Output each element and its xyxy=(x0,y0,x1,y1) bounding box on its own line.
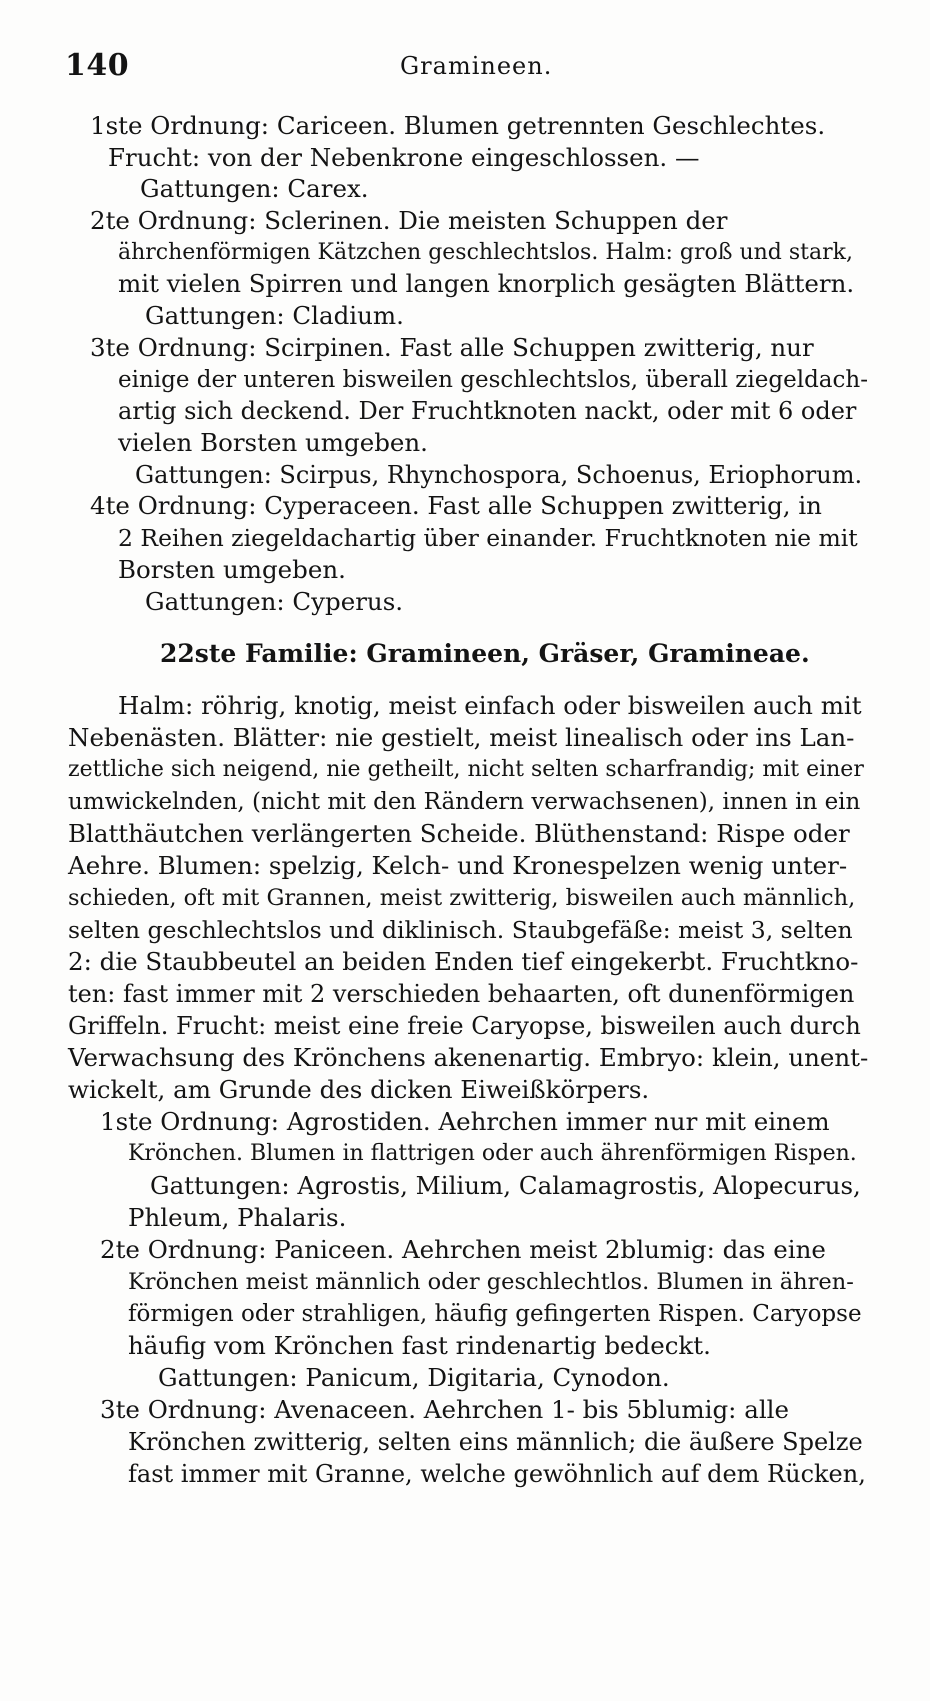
text-line: 2: die Staubbeutel an beiden Enden tief eingekerbt. Fruchtkno- xyxy=(68,947,859,976)
text-line: wickelt, am Grunde des dicken Eiweißkörpers. xyxy=(68,1075,650,1104)
text-line: 2 Reihen ziegeldachartig über einander. Fruchtknoten nie mit xyxy=(118,524,858,552)
text-line: Gattungen: Agrostis, Milium, Calamagrostis, Alopecurus, xyxy=(150,1171,861,1200)
text-line: förmigen oder strahligen, häufig gefingerten Rispen. Caryopse xyxy=(128,1301,862,1327)
text-line: 1ste Ordnung: Agrostiden. Aehrchen immer nur mit einem xyxy=(100,1107,830,1136)
text-line: artig sich deckend. Der Fruchtknoten nackt, oder mit 6 oder xyxy=(118,397,857,425)
text-line: Verwachsung des Krönchens akenenartig. Embryo: klein, unent- xyxy=(68,1043,869,1072)
text-line: fast immer mit Granne, welche gewöhnlich auf dem Rücken, xyxy=(128,1460,866,1488)
text-line: Krönchen meist männlich oder geschlechtlos. Blumen in ähren- xyxy=(128,1269,854,1295)
text-line: Borsten umgeben. xyxy=(118,555,346,584)
text-line: Gattungen: Cyperus. xyxy=(145,587,404,616)
text-line: Phleum, Phalaris. xyxy=(128,1203,347,1232)
text-line: häufig vom Krönchen fast rindenartig bedeckt. xyxy=(128,1331,711,1360)
text-line: 2te Ordnung: Sclerinen. Die meisten Schuppen der xyxy=(90,206,728,235)
text-line: Krönchen. Blumen in flattrigen oder auch ährenförmigen Rispen. xyxy=(128,1141,857,1166)
text-line: 3te Ordnung: Avenaceen. Aehrchen 1- bis 5blumig: alle xyxy=(100,1395,790,1424)
text-line: Griffeln. Frucht: meist eine freie Caryopse, bisweilen auch durch xyxy=(68,1012,861,1040)
text-line: selten geschlechtslos und diklinisch. Staubgefäße: meist 3, selten xyxy=(68,916,853,944)
page-number: 140 xyxy=(65,48,130,83)
family-heading: 22ste Familie: Gramineen, Gräser, Gramineae. xyxy=(160,639,810,668)
text-line: einige der unteren bisweilen geschlechtslos, überall ziegeldach- xyxy=(118,367,868,393)
text-line: vielen Borsten umgeben. xyxy=(118,428,428,457)
text-line: Gattungen: Panicum, Digitaria, Cynodon. xyxy=(158,1363,670,1392)
text-line: zettliche sich neigend, nie getheilt, nicht selten scharfrandig; mit einer xyxy=(68,757,864,782)
text-line: 1ste Ordnung: Cariceen. Blumen getrennten Geschlechtes. xyxy=(90,111,826,140)
text-line: ten: fast immer mit 2 verschieden behaarten, oft dunenförmigen xyxy=(68,980,855,1008)
text-line: Nebenästen. Blätter: nie gestielt, meist linealisch oder ins Lan- xyxy=(68,723,855,752)
text-line: Gattungen: Carex. xyxy=(140,174,369,203)
text-line: ährchenförmigen Kätzchen geschlechtslos. Halm: groß und stark, xyxy=(118,240,853,265)
text-line: Blatthäutchen verlängerten Scheide. Blüthenstand: Rispe oder xyxy=(68,819,850,848)
text-line: schieden, oft mit Grannen, meist zwitterig, bisweilen auch männlich, xyxy=(68,885,856,911)
text-line: 4te Ordnung: Cyperaceen. Fast alle Schuppen zwitterig, in xyxy=(90,491,822,520)
text-line: 3te Ordnung: Scirpinen. Fast alle Schuppen zwitterig, nur xyxy=(90,333,814,362)
text-line: umwickelnden, (nicht mit den Rändern verwachsenen), innen in ein xyxy=(68,789,861,815)
text-line: 2te Ordnung: Paniceen. Aehrchen meist 2blumig: das eine xyxy=(100,1235,826,1264)
running-title: Gramineen. xyxy=(400,52,553,80)
text-line: mit vielen Spirren und langen knorplich gesägten Blättern. xyxy=(118,269,855,298)
page-header xyxy=(65,48,870,88)
text-line: Halm: röhrig, knotig, meist einfach oder bisweilen auch mit xyxy=(118,691,862,720)
text-line: Frucht: von der Nebenkrone eingeschlossen. — xyxy=(108,143,700,172)
text-line: Krönchen zwitterig, selten eins männlich; die äußere Spelze xyxy=(128,1428,863,1456)
text-line: Aehre. Blumen: spelzig, Kelch- und Kronespelzen wenig unter- xyxy=(68,851,848,880)
text-line: Gattungen: Scirpus, Rhynchospora, Schoenus, Eriophorum. xyxy=(135,461,863,489)
text-line: Gattungen: Cladium. xyxy=(145,301,404,330)
